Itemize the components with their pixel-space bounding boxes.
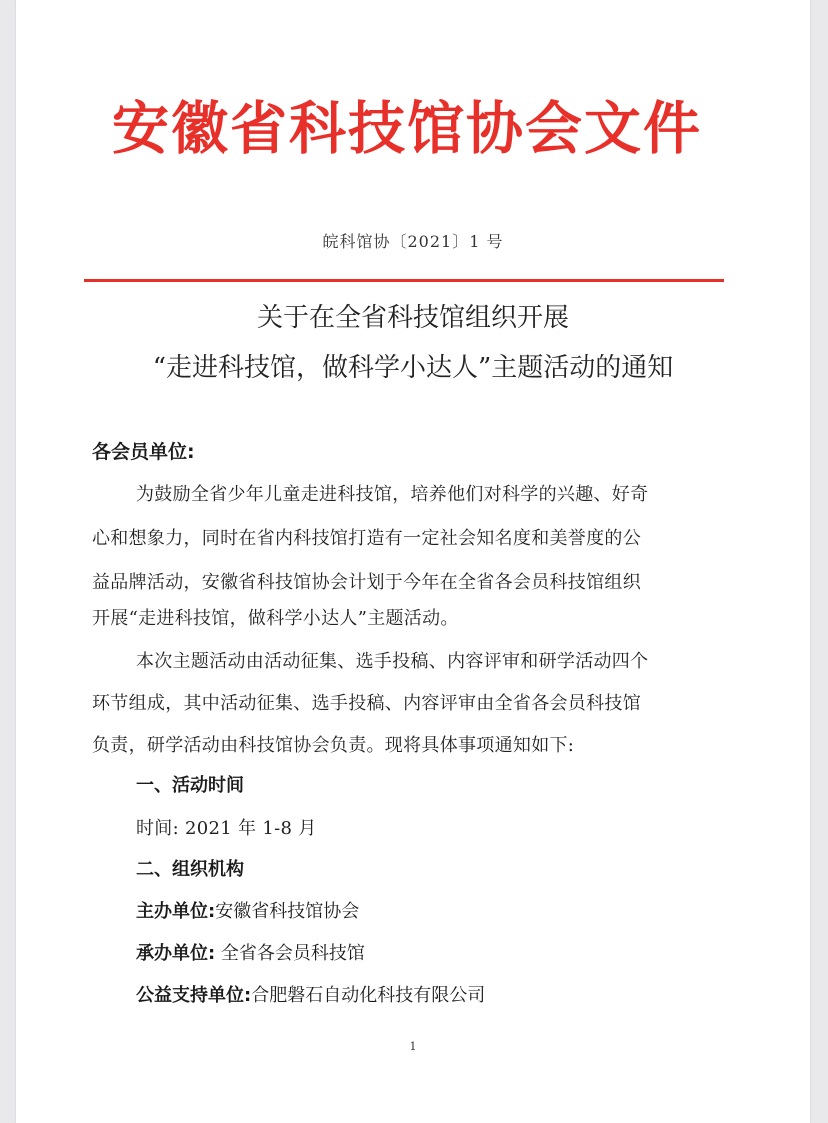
- supporter-unit-value: 合肥磐石自动化科技有限公司: [251, 985, 486, 1006]
- salutation: 各会员单位:: [92, 441, 195, 463]
- activity-time: 时间: 2021 年 1-8 月: [136, 818, 317, 839]
- section2-heading: 二、组织机构: [136, 859, 244, 880]
- supporter-unit: [136, 982, 485, 1010]
- paragraph2-line: 负责，研学活动由科技馆协会负责。现将具体事项通知如下:: [92, 735, 575, 756]
- paragraph1-line: 为鼓励全省少年儿童走进科技馆，培养他们对科学的兴趣、好奇: [136, 484, 649, 505]
- document-page: [16, 0, 810, 1123]
- paragraph1-line: 开展“走进科技馆，做科学小达人”主题活动。: [92, 608, 459, 629]
- paragraph1-line: 益品牌活动，安徽省科技馆协会计划于今年在全省各会员科技馆组织: [92, 572, 641, 593]
- host-unit: [136, 898, 359, 926]
- organizer-unit-value: 全省各会员科技馆: [215, 943, 365, 964]
- page-number: 1: [409, 1040, 417, 1053]
- notice-title-line-1: 关于在全省科技馆组织开展: [256, 303, 569, 333]
- paragraph1-line: 心和想象力，同时在省内科技馆打造有一定社会知名度和美誉度的公: [92, 528, 641, 549]
- paragraph2-line: 本次主题活动由活动征集、选手投稿、内容评审和研学活动四个: [136, 651, 649, 672]
- host-unit-label: 主办单位:: [136, 901, 216, 922]
- organizer-unit: [136, 940, 365, 968]
- notice-title-line-2: “走进科技馆，做科学小达人”主题活动的通知: [152, 353, 674, 383]
- red-divider: [84, 279, 724, 282]
- document-number: 皖科馆协〔2021〕1 号: [322, 232, 504, 251]
- header-title: 安徽省科技馆协会文件: [112, 96, 702, 162]
- section1-heading: 一、活动时间: [136, 775, 244, 796]
- host-unit-value: 安徽省科技馆协会: [215, 901, 360, 922]
- organizer-unit-label: 承办单位:: [136, 943, 216, 964]
- paragraph2-line: 环节组成，其中活动征集、选手投稿、内容评审由全省各会员科技馆: [92, 693, 641, 714]
- supporter-unit-label: 公益支持单位:: [136, 985, 252, 1006]
